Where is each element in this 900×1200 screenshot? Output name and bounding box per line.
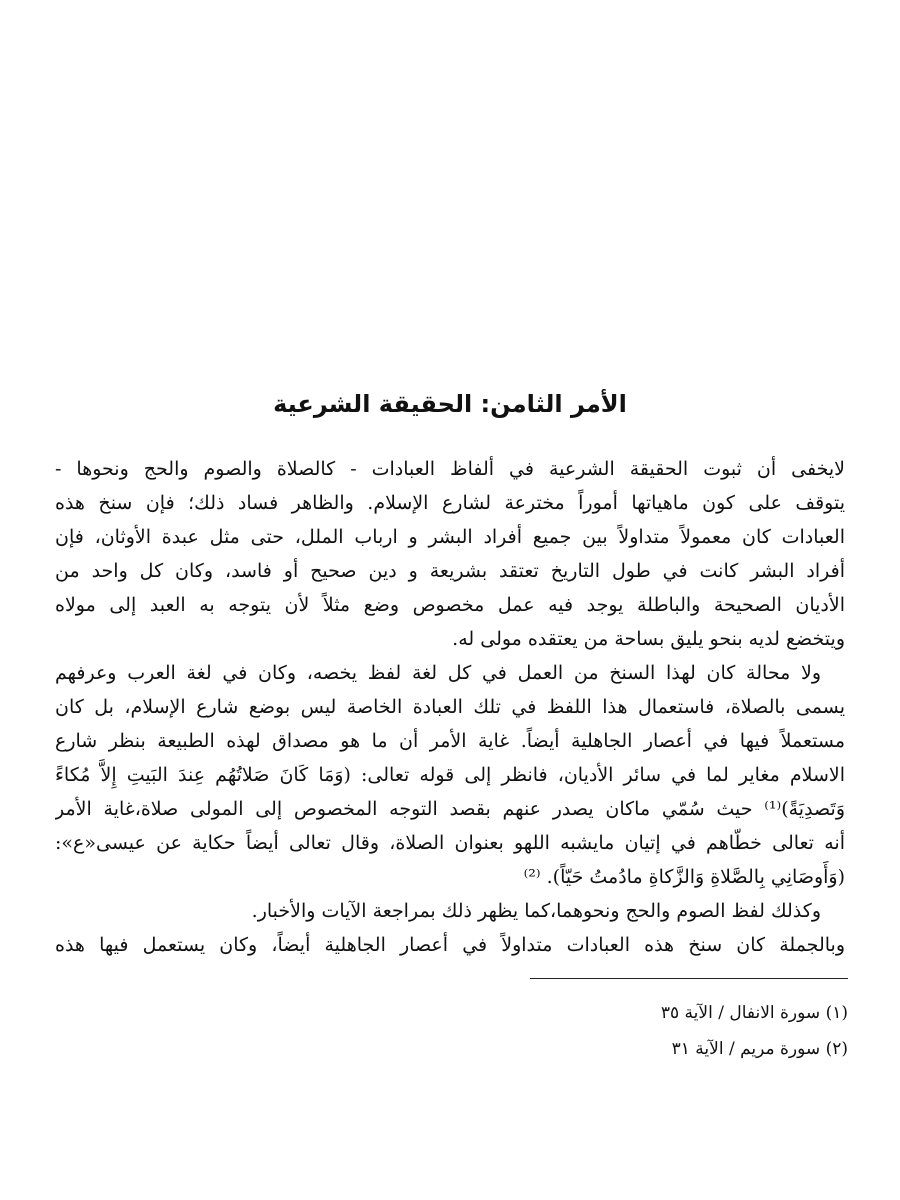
text-line: ولا محالة كان لهذا السنخ من العمل في كل لغة لفظ يخصه، وكان في لغة العرب وعرفهم: [55, 662, 821, 684]
text-line: وبالجملة كان سنخ هذه العبادات متداولاً في أعصار الجاهلية أيضاً، وكان يستعمل فيها هذه: [55, 934, 845, 956]
text-line: الأديان الصحيحة والباطلة يوجد فيه عمل مخصوص وضع مثلاً لأن يتوجه به العبد إلى مولاه: [55, 594, 845, 616]
text-line: وَتَصدِيَةً)⁽¹⁾ حيث سُمّي ماكان يصدر عنهم بقصد التوجه المخصوص إلى المولى صلاة،غاية الأمر: [55, 798, 845, 820]
text-line: ويتخضع لديه بنحو يليق بساحة من يعتقده مولى له.: [452, 628, 845, 650]
footnote-divider: [530, 978, 848, 979]
text-line: يسمى بالصلاة، فاستعمال هذا اللفظ في تلك العبادة الخاصة ليس بوضع شارع الإسلام، بل كان: [55, 696, 845, 718]
text-line: الاسلام مغاير لما في سائر الأديان، فانظر إلى قوله تعالى: (وَمَا كَانَ صَلاتُهُم عِندَ البَيتِ إِلاَّ مُكاءً: [55, 764, 845, 786]
text-line: وكذلك لفظ الصوم والحج ونحوهما،كما يظهر ذلك بمراجعة الآيات والأخبار.: [251, 900, 821, 922]
text-line: (وَأَوصَانِي بِالصَّلاةِ وَالزَّكاةِ مادُمتُ حَيّاً). ⁽²⁾: [523, 866, 845, 888]
text-line: يتوقف على كون ماهياتها أموراً مخترعة لشارع الإسلام. والظاهر فساد ذلك؛ فإن سنخ هذه: [55, 492, 845, 514]
text-line: أفراد البشر كانت في طول التاريخ تعتقد بشريعة و دين صحيح أو فاسد، وكان كل واحد من: [55, 560, 845, 582]
text-line: العبادات كان معمولاً متداولاً بين جميع أفراد البشر و ارباب الملل، حتى مثل عبدة الأوثان، فإن: [55, 526, 845, 548]
footnote: (٢) سورة مريم / الآية ٣١: [671, 1039, 848, 1059]
footnote: (١) سورة الانفال / الآية ٣٥: [660, 1003, 848, 1023]
text-line: لايخفى أن ثبوت الحقيقة الشرعية في ألفاظ العبادات - كالصلاة والصوم والحج ونحوها -: [55, 458, 845, 480]
section-title: الأمر الثامن: الحقيقة الشرعية: [273, 390, 627, 418]
body-text: [55, 452, 845, 962]
text-line: أنه تعالى خطّاهم في إتيان مايشبه اللهو بعنوان الصلاة، وقال تعالى أيضاً حكاية عن عيسى«ع»:: [55, 832, 845, 854]
footnotes: [448, 995, 848, 1067]
text-line: مستعملاً فيها في أعصار الجاهلية أيضاً. غاية الأمر أن ما هو مصداق لهذه الطبيعة بنظر شارع: [55, 730, 845, 752]
